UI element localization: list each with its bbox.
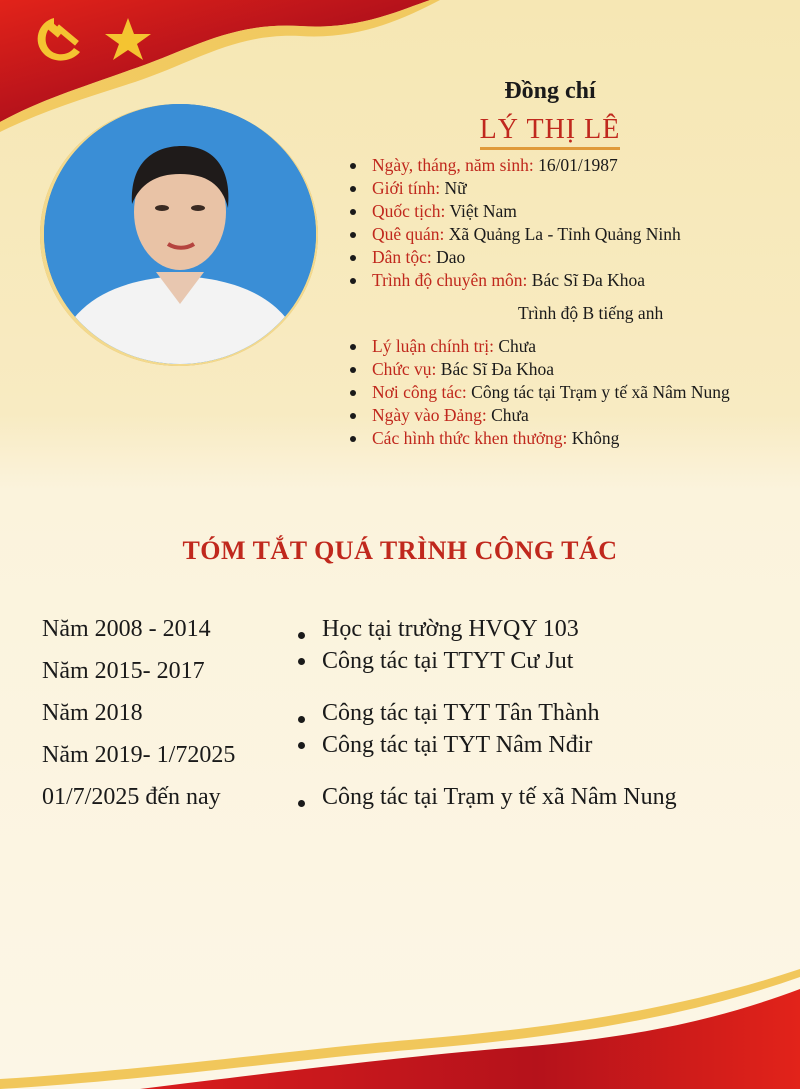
profile-item-qualification	[346, 269, 766, 292]
person-portrait-icon	[44, 104, 316, 364]
timeline-year: Năm 2015- 2017	[42, 658, 205, 684]
profile-label: Ngày, tháng, năm sinh:	[372, 155, 534, 175]
profile-info-list	[346, 154, 766, 450]
hammer-sickle-star-icon	[28, 12, 158, 68]
timeline-year: Năm 2008 - 2014	[42, 616, 211, 642]
profile-item-workplace	[346, 381, 766, 404]
timeline-desc: Công tác tại Trạm y tế xã Nâm Nung	[322, 784, 677, 810]
profile-item-nationality	[346, 200, 766, 223]
profile-label: Dân tộc:	[372, 247, 432, 267]
profile-item-gender	[346, 177, 766, 200]
profile-label: Trình độ chuyên môn:	[372, 270, 528, 290]
profile-value: Công tác tại Trạm y tế xã Nâm Nung	[466, 382, 730, 402]
profile-value: Chưa	[486, 405, 529, 425]
profile-item-ethnicity	[346, 246, 766, 269]
profile-label: Lý luận chính trị:	[372, 336, 494, 356]
profile-item-awards	[346, 427, 766, 450]
bullet-icon	[298, 716, 305, 723]
flag-bottom-decoration	[0, 929, 800, 1089]
person-name	[340, 114, 760, 146]
profile-value: Nữ	[440, 178, 467, 198]
profile-value: Chưa	[494, 336, 537, 356]
profile-extra-line: Trình độ B tiếng anh	[518, 303, 664, 323]
profile-value: 16/01/1987	[533, 155, 618, 175]
section-title: TÓM TẮT QUÁ TRÌNH CÔNG TÁC	[182, 536, 618, 565]
profile-value: Bác Sĩ Đa Khoa	[436, 359, 555, 379]
bullet-icon	[298, 658, 305, 665]
bullet-icon	[298, 800, 305, 807]
profile-item-position	[346, 358, 766, 381]
timeline-desc: Công tác tại TYT Tân Thành	[322, 700, 600, 726]
timeline-desc: Công tác tại TTYT Cư Jut	[322, 648, 574, 674]
profile-label: Nơi công tác:	[372, 382, 467, 402]
portrait-photo	[44, 104, 316, 364]
profile-value: Bác Sĩ Đa Khoa	[527, 270, 646, 290]
person-name-text: LÝ THỊ LÊ	[480, 114, 621, 150]
timeline-year: 01/7/2025 đến nay	[42, 784, 221, 810]
timeline-desc: Học tại trường HVQY 103	[322, 616, 579, 642]
profile-value: Xã Quảng La - Tỉnh Quảng Ninh	[444, 224, 681, 244]
bullet-icon	[298, 632, 305, 639]
profile-label: Quốc tịch:	[372, 201, 446, 221]
profile-value: Dao	[431, 247, 466, 267]
profile-label: Các hình thức khen thưởng:	[372, 428, 568, 448]
bullet-icon	[298, 742, 305, 749]
profile-label: Ngày vào Đảng:	[372, 405, 487, 425]
salutation-heading: Đồng chí	[504, 78, 596, 104]
profile-value: Không	[567, 428, 620, 448]
profile-item-party-date	[346, 404, 766, 427]
timeline-row	[0, 732, 800, 782]
timeline-row	[0, 784, 800, 824]
timeline-year: Năm 2019- 1/72025	[42, 742, 236, 768]
profile-item-politics	[346, 335, 766, 358]
timeline-year: Năm 2018	[42, 700, 143, 726]
profile-label: Quê quán:	[372, 224, 445, 244]
profile-item-hometown	[346, 223, 766, 246]
profile-label: Giới tính:	[372, 178, 441, 198]
timeline-row	[0, 648, 800, 698]
profile-item-birth	[346, 154, 766, 177]
timeline-desc: Công tác tại TYT Nâm Nđir	[322, 732, 593, 758]
profile-label: Chức vụ:	[372, 359, 437, 379]
profile-value: Việt Nam	[445, 201, 517, 221]
